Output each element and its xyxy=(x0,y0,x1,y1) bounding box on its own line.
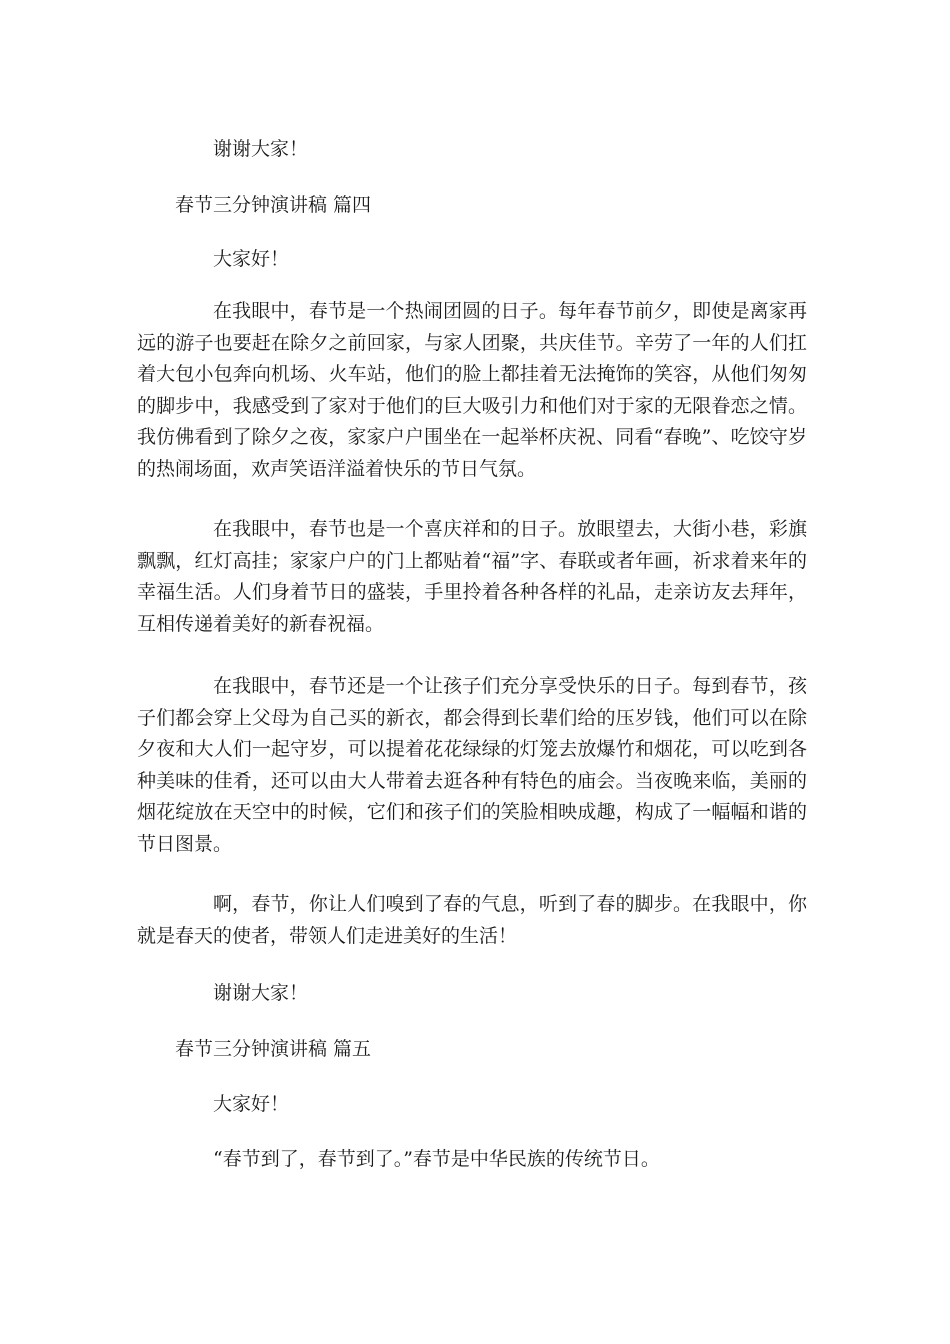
greeting: 大家好！ xyxy=(213,1093,290,1115)
paragraph: 在我眼中，春节是一个热闹团圆的日子。每年春节前夕，即使是离家再远的游子也要赶在除夕之前回家，与家人团聚，共庆佳节。辛劳了一年的人们扛着大包小包奔向机场、火车站，他们的脸上都挂着无法掩饰的笑容，从他们匆匆的脚步中，我感受到了家对于他们的巨大吸引力和他们对于家的无限眷恋之情。我仿佛看到了除夕之夜，家家户户围坐在一起举杯庆祝、同看“春晚”、吃饺守岁的热闹场面，欢声笑语洋溢着快乐的节日气氛。 xyxy=(137,300,807,480)
paragraph: “春节到了，春节到了。”春节是中华民族的传统节日。 xyxy=(213,1148,660,1170)
closing-thanks: 谢谢大家！ xyxy=(213,982,309,1004)
greeting: 大家好！ xyxy=(213,248,290,270)
paragraph: 啊，春节，你让人们嗅到了春的气息，听到了春的脚步。在我眼中，你就是春天的使者，带领人们走进美好的生活！ xyxy=(137,893,807,947)
paragraph: 在我眼中，春节还是一个让孩子们充分享受快乐的日子。每到春节，孩子们都会穿上父母为自己买的新衣，都会得到长辈们给的压岁钱，他们可以在除夕夜和大人们一起守岁，可以提着花花绿绿的灯笼去放爆竹和烟花，可以吃到各种美味的佳肴，还可以由大人带着去逛各种有特色的庙会。当夜晚来临，美丽的烟花绽放在天空中的时候，它们和孩子们的笑脸相映成趣，构成了一幅幅和谐的节日图景。 xyxy=(137,675,807,855)
paragraph: 在我眼中，春节也是一个喜庆祥和的日子。放眼望去，大街小巷，彩旗飘飘，红灯高挂；家家户户的门上都贴着“福”字、春联或者年画，祈求着来年的幸福生活。人们身着节日的盛装，手里拎着各种各样的礼品，走亲访友去拜年，互相传递着美好的新春祝福。 xyxy=(137,518,807,635)
section-heading-5: 春节三分钟演讲稿 篇五 xyxy=(175,1038,372,1060)
closing-thanks: 谢谢大家！ xyxy=(213,138,309,160)
section-heading-4: 春节三分钟演讲稿 篇四 xyxy=(175,194,372,216)
